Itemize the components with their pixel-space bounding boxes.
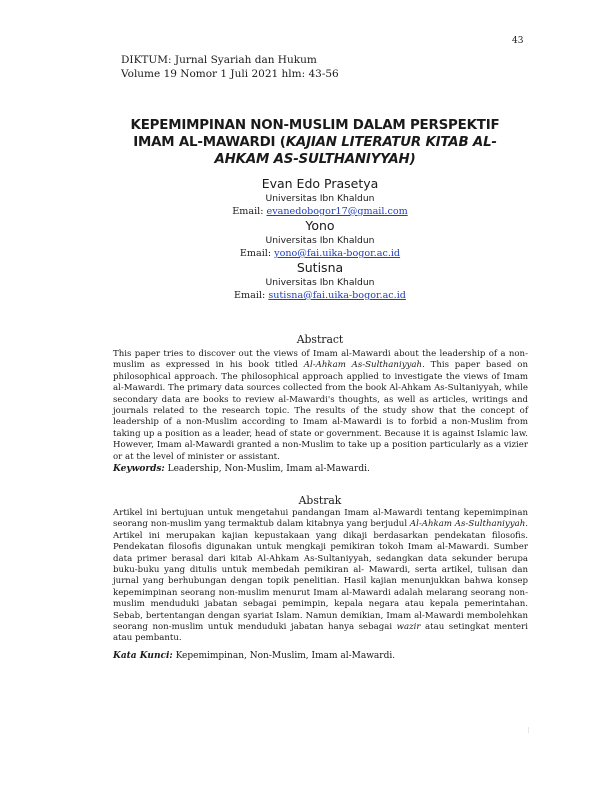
author-name: Evan Edo Prasetya <box>261 176 379 191</box>
kata-kunci-label: Kata Kunci: <box>113 651 173 661</box>
author-email-link[interactable]: evanedobogor17@gmail.com <box>266 206 408 217</box>
author-email-link[interactable]: sutisna@fai.uika-bogor.ac.id <box>268 290 406 301</box>
paper-title <box>110 117 520 168</box>
author-name: Yono <box>305 218 335 233</box>
abstrak-wazir: wazir <box>396 622 421 633</box>
author-affiliation: Universitas Ibn Khaldun <box>265 193 375 204</box>
title-main: KEPEMIMPINAN NON-MUSLIM DALAM PERSPEKTIF IMAM AL-MAWARDI ( <box>130 118 500 150</box>
abstract-text <box>113 349 528 463</box>
email-label: Email: <box>234 290 266 301</box>
keywords-label: Keywords: <box>113 464 165 474</box>
author-block <box>110 176 530 302</box>
abstract-keywords <box>113 463 528 475</box>
author-email-line <box>110 247 530 260</box>
abstrak-keywords <box>113 650 528 662</box>
journal-header <box>121 53 339 81</box>
title-italic: KAJIAN LITERATUR KITAB AL-AHKAM AS-SULTHANIYYAH) <box>214 135 497 167</box>
kata-kunci-value: Kepemimpinan, Non-Muslim, Imam al-Mawardi. <box>172 651 396 661</box>
abstrak-text <box>113 508 528 645</box>
abstrak-text-part: . Artikel ini merupakan kajian kepustakaan yang dikaji berdasarkan pendekatan filosofis. Pendekatan filosofis digunakan untuk mengkaji pemikiran tokoh Imam al-Mawardi. Sumber data primer berasal dari kitab Al-Ahkam As-Sultaniyyah, sedangkan data sekunder berupa buku-buku yang ditulis untuk membedah pemikiran al- Mawardi, serta artikel, tulisan dan jurnal yang berhubungan dengan topik penelitian. Hasil kajian menunjukkan bahwa konsep kepemimpinan seorang non-muslim menurut Imam al-Mawardi adalah melarang seorang non-muslim menduduki jabatan sebagai pemimpin, kepala negara atau kepala pemerintahan. Sebab, bertentangan dengan syariat Islam. Namun demikian, Imam al-Mawardi membolehkan seorang non-muslim untuk menduduki jabatan hanya sebagai <box>113 519 528 633</box>
author-email-line <box>110 205 530 218</box>
journal-name: DIKTUM: Jurnal Syariah dan Hukum <box>121 54 317 66</box>
author-3 <box>110 260 530 302</box>
abstrak-heading: Abstrak <box>298 494 342 507</box>
footer-tick-mark <box>528 727 529 733</box>
email-label: Email: <box>239 248 272 259</box>
keywords-value: Leadership, Non-Muslim, Imam al-Mawardi. <box>164 464 370 474</box>
abstrak-text-part: Artikel ini bertujuan untuk mengetahui pandangan Imam al-Mawardi tentang kepemimpinan seorang non-muslim yang termaktub dalam kitabnya yang berjudul <box>113 508 528 530</box>
page-number: 43 <box>512 36 524 46</box>
abstrak-text-part: atau setingkat menteri atau pembantu. <box>113 622 528 644</box>
abstract-book-title: Al-Ahkam As-Sulthaniyyah <box>303 360 423 371</box>
author-2 <box>110 218 530 260</box>
author-1 <box>110 176 530 218</box>
abstract-text-part: . This paper based on philosophical approach. The philosophical approach applied to investigate the views of Imam al-Mawardi. The primary data sources collected from the book Al-Ahkam As-Sultaniyyah, while secondary data are books to review al-Mawardi's thoughts, as well as articles, writings and journals related to the research topic. The results of the study show that the concept of leadership of a non-Muslim according to Imam al-Mawardi is to forbid a non-Muslim from taking up a position as a leader, head of state or government. Because it is against Islamic law. However, Imam al-Mawardi granted a non-Muslim to take up a position particularly as a vizier or at the level of minister or assistant. <box>113 360 528 462</box>
author-affiliation: Universitas Ibn Khaldun <box>265 277 375 288</box>
abstrak-book-title: Al-Ahkam As-Sulthaniyyah <box>409 519 526 530</box>
author-email-link[interactable]: yono@fai.uika-bogor.ac.id <box>274 248 401 259</box>
author-affiliation: Universitas Ibn Khaldun <box>265 235 375 246</box>
author-email-line <box>110 289 530 302</box>
abstract-text-part: This paper tries to discover out the views of Imam al-Mawardi about the leadership of a non-muslim as expressed in his book titled <box>113 349 528 371</box>
journal-volume: Volume 19 Nomor 1 Juli 2021 hlm: 43-56 <box>121 68 339 80</box>
author-name: Sutisna <box>296 260 344 275</box>
abstract-heading: Abstract <box>296 333 344 346</box>
email-label: Email: <box>232 206 264 217</box>
